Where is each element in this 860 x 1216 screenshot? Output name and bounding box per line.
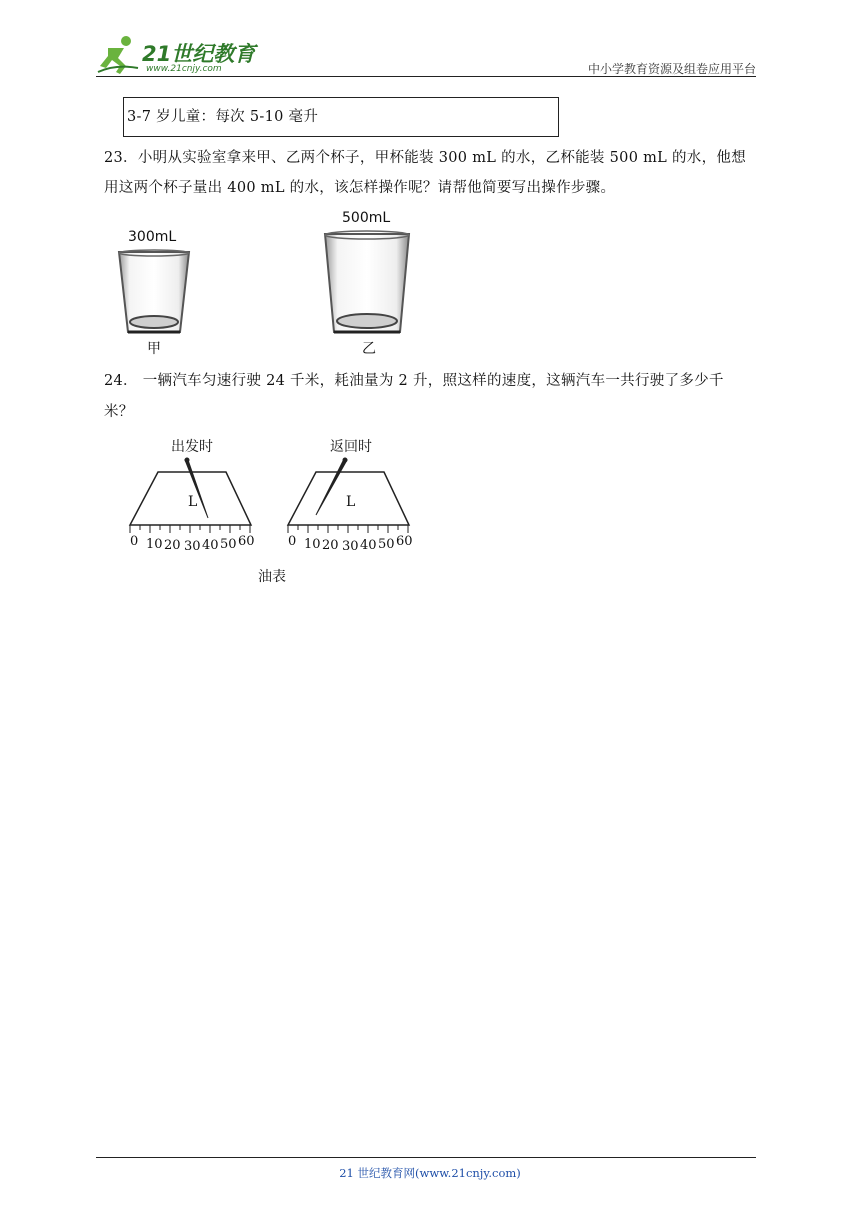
tick-label: 30 <box>342 539 359 554</box>
gauge-caption: 油表 <box>258 569 286 585</box>
tick-label: 20 <box>322 538 339 553</box>
tick-label: 10 <box>146 537 163 552</box>
q24-line1: 24． 一辆汽车匀速行驶 24 千米，耗油量为 2 升，照这样的速度，这辆汽车一共行驶了多少千 <box>104 373 724 389</box>
header-platform-text: 中小学教育资源及组卷应用平台 <box>587 62 756 76</box>
tick-label: 60 <box>396 534 413 549</box>
cup-a-name: 甲 <box>147 341 161 357</box>
glass-cup-a-icon <box>116 248 192 336</box>
q23-line1: 23．小明从实验室拿来甲、乙两个杯子，甲杯能装 300 mL 的水，乙杯能装 500 mL 的水，他想 <box>104 150 747 166</box>
tick-label: 50 <box>378 537 395 552</box>
tick-label: 0 <box>130 534 139 549</box>
gauge-left-unit: L <box>188 494 198 510</box>
gauge-left-title: 出发时 <box>171 439 213 455</box>
logo-url: www.21cnjy.com <box>146 64 222 74</box>
footer-text[interactable]: 21 世纪教育网(www.21cnjy.com) <box>339 1166 521 1180</box>
tick-label: 60 <box>238 534 255 549</box>
cup-b-name: 乙 <box>362 341 376 357</box>
table-row-text: 3-7 岁儿童：每次 5-10 毫升 <box>127 109 319 125</box>
gauge-right-title: 返回时 <box>330 439 372 455</box>
q23-line2: 用这两个杯子量出 400 mL 的水，该怎样操作呢？请帮他简要写出操作步骤。 <box>104 180 616 196</box>
footer-divider <box>96 1157 756 1158</box>
tick-label: 20 <box>164 538 181 553</box>
tick-label: 40 <box>202 538 219 553</box>
cup-a-capacity: 300mL <box>128 229 177 245</box>
q24-line2: 米？ <box>104 404 134 420</box>
logo <box>96 34 266 78</box>
tick-label: 40 <box>360 538 377 553</box>
tick-label: 50 <box>220 537 237 552</box>
header-divider <box>96 76 756 77</box>
gauge-right-unit: L <box>346 494 356 510</box>
cup-b-capacity: 500mL <box>342 210 391 226</box>
tick-label: 30 <box>184 539 201 554</box>
glass-cup-b-icon <box>322 228 412 336</box>
tick-label: 0 <box>288 534 297 549</box>
runner-logo-icon <box>96 34 140 76</box>
tick-label: 10 <box>304 537 321 552</box>
logo-title: 21世纪教育 <box>142 42 256 66</box>
